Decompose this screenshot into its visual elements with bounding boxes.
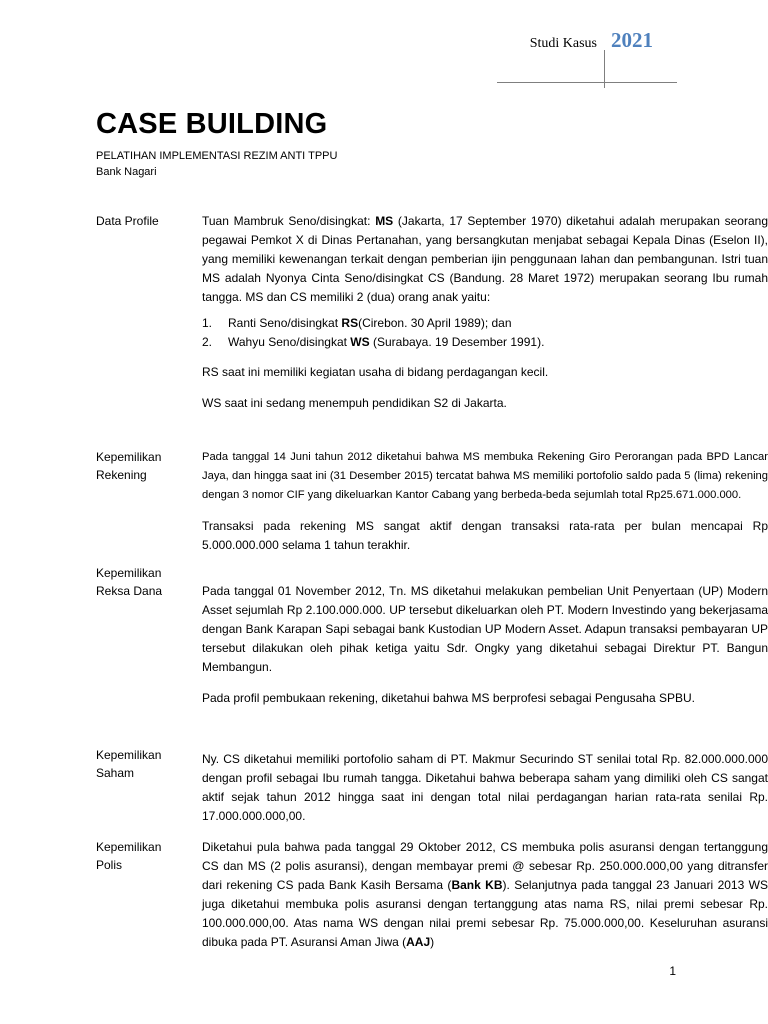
section-content <box>202 212 768 413</box>
list-number: 1. <box>202 316 213 330</box>
text-run: Tuan Mambruk Seno/disingkat: <box>202 214 376 228</box>
rekening-transaction-paragraph: Transaksi pada rekening MS sangat aktif dengan transaksi rata-rata per bulan mencapai Rp 5.000.000.000 selama 1 tahun terakhir. <box>202 519 768 552</box>
label-line: Reksa Dana <box>96 584 163 598</box>
section-label: Data Profile <box>96 214 159 228</box>
label-line: Kepemilikan <box>96 566 162 580</box>
label-line: Rekening <box>96 468 147 482</box>
section-label <box>96 838 186 874</box>
label-line: Kepemilikan <box>96 840 162 854</box>
children-list <box>202 314 768 352</box>
list-item <box>202 314 768 333</box>
reksa-dana-paragraph: Pada tanggal 01 November 2012, Tn. MS diketahui melakukan pembelian Unit Penyertaan (UP) Modern Asset sejumlah Rp 2.100.000.000. UP tersebut dikeluarkan oleh PT. Modern Investindo yang bekerjasama dengan Bank Karapan Sapi sebagai bank Kustodian UP Modern Asset. Adapun transaksi pembayaran UP tersebut dilakukan oleh pihak ketiga yaitu Sdr. Ongky yang diketahui sebagai Direktur PT. Bangun Membangun. <box>202 584 768 674</box>
header-year: 2021 <box>611 28 653 52</box>
bold-abbr-bank-kb: Bank KB <box>451 878 503 892</box>
section-label <box>96 746 186 782</box>
label-line: Saham <box>96 766 135 780</box>
profile-paragraph-ws: WS saat ini sedang menempuh pendidikan S2 di Jakarta. <box>202 396 507 410</box>
text-run: Ranti Seno/disingkat <box>228 316 342 330</box>
text-run: (Cirebon. 30 April 1989); dan <box>358 316 512 330</box>
page-number: 1 <box>669 964 676 978</box>
header-divider-horizontal <box>497 82 677 83</box>
polis-paragraph <box>202 838 768 952</box>
profile-paragraph-rs: RS saat ini memiliki kegiatan usaha di bidang perdagangan kecil. <box>202 365 549 379</box>
bold-abbr-rs: RS <box>341 316 359 330</box>
section-content <box>202 448 768 555</box>
bold-abbr-aaj: AAJ <box>406 935 431 949</box>
section-content <box>202 750 768 826</box>
document-subtitle: PELATIHAN IMPLEMENTASI REZIM ANTI TPPU <box>96 150 338 162</box>
section-content <box>202 582 768 708</box>
page-header <box>0 0 768 90</box>
section-label <box>96 564 186 600</box>
list-item <box>202 333 768 352</box>
bold-abbr-ws: WS <box>350 335 370 349</box>
organization-name: Bank Nagari <box>96 166 157 178</box>
bold-abbr-ms: MS <box>375 214 394 228</box>
rekening-paragraph: Pada tanggal 14 Juni tahun 2012 diketahui bahwa MS membuka Rekening Giro Perorangan pada BPD Lancar Jaya, dan hingga saat ini (31 Desember 2015) tercatat bahwa MS memiliki portofolio saldo pada 5 (lima) rekening dengan 3 nomor CIF yang dikeluarkan Kantor Cabang yang berbeda-beda sejumlah total Rp25.671.000.000. <box>202 451 768 501</box>
text-run: Wahyu Seno/disingkat <box>228 335 351 349</box>
reksa-dana-profile-paragraph: Pada profil pembukaan rekening, diketahui bahwa MS berprofesi sebagai Pengusaha SPBU. <box>202 691 695 705</box>
section-content <box>202 838 768 952</box>
header-label: Studi Kasus <box>529 36 597 51</box>
label-line: Kepemilikan <box>96 748 162 762</box>
list-number: 2. <box>202 335 213 349</box>
label-line: Polis <box>96 858 123 872</box>
text-run: ) <box>430 935 435 949</box>
text-run: (Surabaya. 19 Desember 1991). <box>369 335 545 349</box>
saham-paragraph: Ny. CS diketahui memiliki portofolio saham di PT. Makmur Securindo ST senilai total Rp. 82.000.000.000 dengan profil sebagai Ibu rumah tangga. Diketahui bahwa beberapa saham yang dimiliki oleh CS sangat aktif sejak tahun 2012 hingga saat ini dengan total nilai perdagangan harian rata-rata senilai Rp. 17.000.000.000,00. <box>202 752 768 823</box>
text-run: Diketahui pula bahwa pada tanggal 29 Oktober 2012, CS membuka polis asuransi dengan tertanggung CS dan MS (2 polis asuransi), dengan membayar premi @ sebesar Rp. 250.000.000,00 yang ditransfer dari rekening CS pada Bank Kasih Bersama ( <box>202 840 768 892</box>
text-run: (Jakarta, 17 September 1970) diketahui adalah merupakan seorang pegawai Pemkot X di Dinas Pertanahan, yang bersangkutan menjabat sebagai Kepala Dinas (Eselon II), yang memiliki kewenangan terkait dengan pemberian ijin penggunaan lahan dan pembangunan. Istri tuan MS adalah Nyonya Cinta Seno/disingkat CS (Bandung. 28 Maret 1972) merupakan seorang Ibu rumah tangga. MS dan CS memiliki 2 (dua) orang anak yaitu: <box>202 214 768 304</box>
label-line: Kepemilikan <box>96 450 162 464</box>
text-run: ). Selanjutnya pada tanggal 23 Januari 2013 WS juga diketahui membuka polis asuransi dengan tertanggung atas nama RS, nilai premi sebesar Rp. 100.000.000,00. Atas nama WS dengan nilai premi sebesar Rp. 75.000.000,00. Keseluruhan asuransi dibuka pada PT. Asuransi Aman Jiwa ( <box>202 878 768 949</box>
section-label <box>96 448 186 484</box>
document-title: CASE BUILDING <box>96 108 328 140</box>
profile-paragraph <box>202 212 768 307</box>
